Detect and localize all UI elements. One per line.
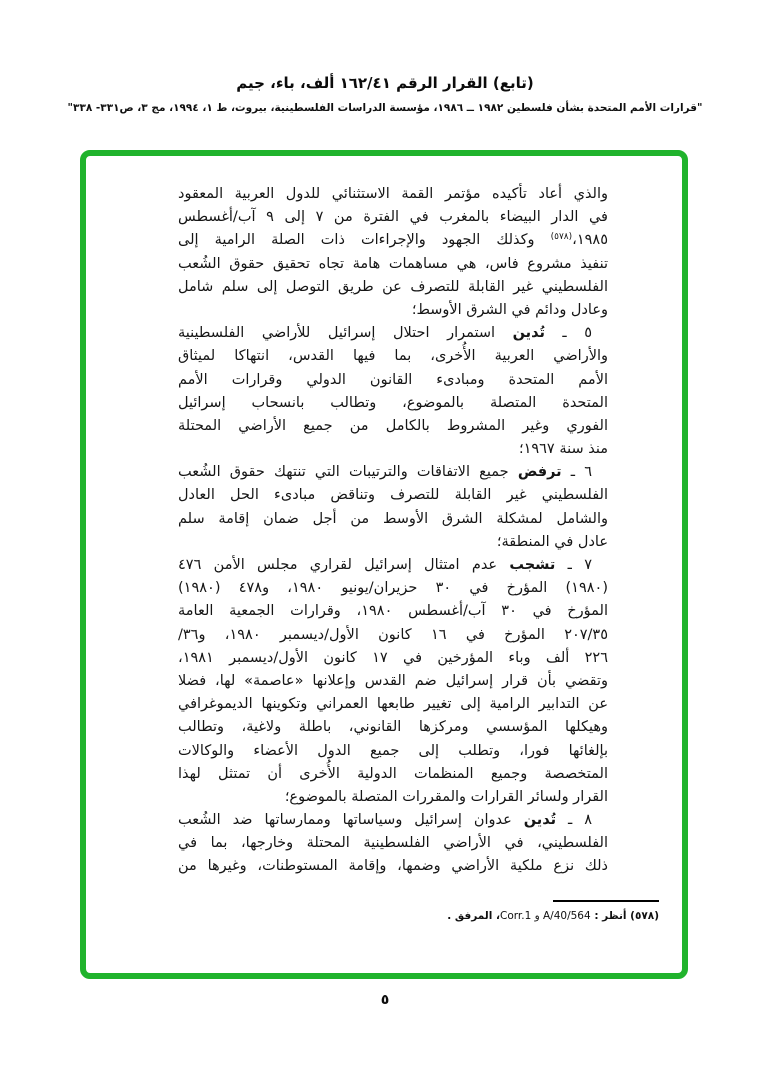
text-segment: وعادل ودائم في الشرق الأوسط؛ (411, 301, 608, 318)
text-line (178, 276, 608, 299)
text-segment: الفلسطيني غير القابلة للتصرف عن طريق التوصل إلى سلم شامل (178, 278, 608, 295)
text-line (178, 855, 608, 878)
text-segment: تُدين (512, 325, 545, 342)
text-segment: الأمم المتحدة ومبادىء القانون الدولي وقرارات الأمم (178, 371, 608, 388)
source-citation: "قرارات الأمم المتحدة بشأن فلسطين ١٩٨٢ ــ ١٩٨٦، مؤسسة الدراسات الفلسطينية، بيروت، ط ١، ١٩٩٤، مج ٣، ص٣٣١- ٣٣٨" (67, 102, 703, 114)
text-segment: تشجب (509, 557, 556, 573)
text-line (178, 600, 608, 623)
text-segment: الفلسطيني غير القابلة للتصرف وتناقض مبادىء الحل العادل (178, 487, 608, 504)
text-line (178, 345, 608, 368)
text-segment: عن التدابير الرامية إلى تغيير طابعها العمراني وتكوينها الديموغرافي (178, 696, 608, 713)
text-line (178, 299, 608, 322)
text-segment: ٨ ـ (556, 812, 592, 829)
footnote-separator (553, 900, 659, 902)
text-segment: ترفض (517, 464, 562, 481)
clause-5 (178, 322, 608, 461)
text-segment: بإلغائها فورا، وتطلب إلى جميع الدول الأعضاء والوكالات (178, 742, 608, 759)
text-segment: المتخصصة وجميع المنظمات الدولية الأُخرى أن تمتثل لهذا (178, 765, 608, 782)
text-line (178, 206, 608, 229)
text-segment: (١٩٨٠) المؤرخ في ٣٠ حزيران/يونيو ١٩٨٠، و٤٧٨ (١٩٨٠) (178, 580, 608, 597)
text-line (178, 484, 608, 507)
text-line (178, 624, 608, 647)
text-line (178, 786, 608, 809)
text-line (178, 670, 608, 693)
text-segment: وتقضي بأن قرار إسرائيل ضم القدس وإعلانها «عاصمة» لها، فضلا (178, 672, 608, 689)
text-line (178, 461, 608, 484)
text-segment: تُدين (523, 812, 557, 829)
text-segment: ذلك نزع ملكية الأراضي وضمها، وإقامة المستوطنات، وغيرها من (178, 858, 608, 875)
text-segment: في الدار البيضاء بالمغرب في الفترة من ٧ إلى ٩ آب/أغسطس (178, 209, 608, 226)
text-segment: المتحدة المتصلة بالموضوع، وتطالب بانسحاب إسرائيل (178, 394, 608, 411)
text-segment: تنفيذ مشروع فاس، هي مساهمات هامة تجاه تحقيق حقوق الشُعب (178, 255, 608, 272)
text-segment: عدم امتثال إسرائيل لقراري مجلس الأمن ٤٧٦ (178, 557, 510, 573)
text-segment: منذ سنة ١٩٦٧؛ (518, 441, 608, 458)
text-segment: والذي أعاد تأكيده مؤتمر القمة الاستثنائي للدول العربية المعقود (178, 186, 608, 202)
text-segment: ، المرفق . (447, 910, 500, 922)
text-segment: A/40/564 و Corr.1 (499, 910, 591, 922)
text-line (178, 438, 608, 461)
text-segment: والأراضي العربية الأُخرى، بما فيها القدس، انتهاكا لميثاق (178, 348, 608, 365)
text-segment: (٥٧٨) أنظر : (590, 910, 659, 922)
text-line (178, 647, 608, 670)
text-line (178, 554, 608, 577)
highlight-frame (80, 150, 688, 979)
text-line (178, 322, 608, 345)
text-line (178, 740, 608, 763)
text-line (178, 369, 608, 392)
page-number: ٥ (380, 992, 390, 1008)
document-body (178, 183, 608, 879)
text-line (178, 392, 608, 415)
text-line (178, 415, 608, 438)
text-segment: ٥ ـ (544, 325, 593, 342)
text-line (178, 809, 608, 832)
text-segment: القرار ولسائر القرارات والمقررات المتصلة بالموضوع؛ (284, 788, 608, 805)
text-segment: جميع الاتفاقات والترتيبات التي تنتهك حقوق الشُعب (178, 464, 518, 481)
text-line (178, 832, 608, 855)
text-line (178, 183, 608, 206)
text-segment: وكذلك الجهود والإجراءات ذات الصلة الرامية إلى (178, 232, 551, 249)
text-segment: والشامل لمشكلة الشرق الأوسط من أجل ضمان إقامة سلم (178, 510, 608, 527)
text-segment: وهيكلها المؤسسي ومركزها القانوني، باطلة ولاغية، وتطالب (178, 719, 608, 736)
text-line (178, 763, 608, 786)
clause-7 (178, 554, 608, 809)
footnote-marker: (٥٧٨) (550, 232, 573, 243)
text-line (178, 508, 608, 531)
page-title: (تابع) القرار الرقم ١٦٢/٤١ ألف، باء، جيم (236, 74, 534, 92)
text-line (178, 531, 608, 554)
text-line (178, 577, 608, 600)
text-segment: عدوان إسرائيل وسياساتها وممارساتها ضد الشُعب (178, 812, 524, 829)
text-segment: الفلسطيني، في الأراضي الفلسطينية المحتلة وخارجها، بما في (178, 835, 608, 852)
footnote-text (409, 908, 659, 925)
text-line (178, 253, 608, 276)
text-segment: عادل في المنطقة؛ (496, 533, 608, 550)
clause-6 (178, 461, 608, 554)
text-line (178, 693, 608, 716)
text-segment: ١٩٨٥، (572, 232, 608, 249)
intro-continuation (178, 183, 608, 322)
footnote (409, 900, 659, 925)
text-segment: الفوري وغير المشروط بالكامل من جميع الأراضي المحتلة (178, 417, 608, 434)
text-segment: ٦ ـ (561, 464, 592, 481)
clause-8 (178, 809, 608, 879)
text-segment: ٧ ـ (555, 557, 592, 573)
text-line (178, 716, 608, 739)
text-line (178, 229, 608, 252)
text-segment: ٢٢٦ ألف وباء المؤرخين في ١٧ كانون الأول/ديسمبر ١٩٨١، (178, 649, 609, 666)
text-segment: ٢٠٧/٣٥ المؤرخ في ١٦ كانون الأول/ديسمبر ١٩٨٠، و٣٦/ (178, 626, 609, 643)
text-segment: المؤرخ في ٣٠ آب/أغسطس ١٩٨٠، وقرارات الجمعية العامة (178, 603, 608, 620)
text-segment: استمرار احتلال إسرائيل للأراضي الفلسطينية (178, 325, 513, 342)
